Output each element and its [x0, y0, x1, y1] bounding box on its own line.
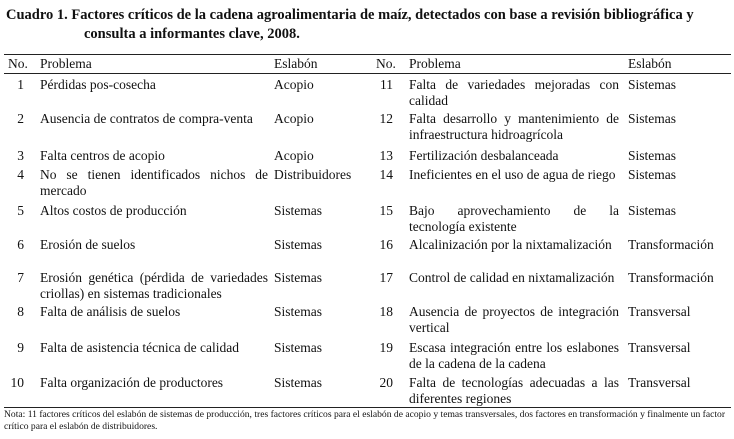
row-number: 17 [379, 270, 393, 285]
row-number: 11 [380, 77, 393, 92]
row-problema: Altos costos de producción [40, 203, 187, 218]
row-problema: Falta de variedades mejoradas con calidad [409, 77, 619, 108]
row-eslabon: Sistemas [274, 203, 323, 218]
row-number: 3 [17, 148, 24, 163]
row-number: 2 [17, 111, 24, 126]
row-problema: Bajo aprovechamiento de la tecnología existente [409, 203, 619, 234]
row-eslabon: Acopio [274, 77, 314, 92]
row-eslabon: Sistemas [628, 111, 677, 126]
row-number: 4 [17, 167, 24, 182]
row-problema: Ausencia de proyectos de integración vertical [409, 304, 619, 335]
row-number: 15 [379, 203, 393, 218]
row-problema: Falta de tecnologías adecuadas a las diferentes regiones [409, 375, 619, 406]
top-rule [4, 54, 731, 55]
row-eslabon: Sistemas [274, 304, 323, 319]
row-eslabon: Distribuidores [274, 167, 352, 182]
caption-line-2: consulta a informantes clave, 2008. [84, 26, 300, 42]
row-number: 13 [379, 148, 393, 163]
row-number: 9 [17, 340, 24, 355]
row-problema: Control de calidad en nixtamalización [409, 270, 615, 285]
row-eslabon: Sistemas [628, 148, 677, 163]
row-eslabon: Acopio [274, 111, 314, 126]
row-number: 1 [17, 77, 24, 92]
bottom-rule [4, 407, 731, 408]
header-no-left: No. [8, 56, 28, 71]
row-number: 19 [379, 340, 393, 355]
row-number: 16 [379, 237, 393, 252]
row-problema: No se tienen identificados nichos de mercado [40, 167, 268, 198]
header-problema-left: Problema [40, 56, 92, 71]
header-eslabon-right: Eslabón [628, 56, 672, 71]
row-number: 8 [17, 304, 24, 319]
row-number: 10 [10, 375, 24, 390]
table-note: Nota: 11 factores críticos del eslabón de sistemas de producción, tres factores críticos para el eslabón de acopio y temas transversales, dos factores en transformación y finalmente un factor crítico para el eslabón de distribuidores. [4, 409, 726, 432]
row-eslabon: Sistemas [274, 375, 323, 390]
caption-line-1: Cuadro 1. Factores críticos de la cadena agroalimentaria de maíz, detectados con base a revisión bibliográfica y [6, 7, 694, 23]
row-eslabon: Sistemas [274, 340, 323, 355]
header-problema-right: Problema [409, 56, 461, 71]
row-problema: Ineficientes en el uso de agua de riego [409, 167, 616, 182]
row-problema: Fertilización desbalanceada [409, 148, 559, 163]
row-number: 20 [379, 375, 393, 390]
row-number: 12 [379, 111, 393, 126]
row-eslabon: Sistemas [628, 203, 677, 218]
row-eslabon: Sistemas [274, 237, 323, 252]
table-caption [6, 6, 730, 44]
row-problema: Falta de asistencia técnica de calidad [40, 340, 240, 355]
row-eslabon: Transversal [628, 340, 691, 355]
row-eslabon: Transformación [628, 270, 714, 285]
header-rule [4, 73, 731, 74]
row-problema: Pérdidas pos-cosecha [40, 77, 156, 92]
row-eslabon: Transformación [628, 237, 714, 252]
row-number: 6 [17, 237, 24, 252]
row-problema: Erosión genética (pérdida de variedades criollas) en sistemas tradicionales [40, 270, 268, 301]
row-problema: Falta organización de productores [40, 375, 224, 390]
row-problema: Ausencia de contratos de compra-venta [40, 111, 253, 126]
row-number: 5 [17, 203, 24, 218]
row-eslabon: Sistemas [274, 270, 323, 285]
row-problema: Erosión de suelos [40, 237, 136, 252]
row-eslabon: Acopio [274, 148, 314, 163]
row-problema: Escasa integración entre los eslabones de la cadena de la cadena [409, 340, 619, 371]
row-eslabon: Transversal [628, 375, 691, 390]
row-eslabon: Sistemas [628, 167, 677, 182]
row-number: 7 [17, 270, 24, 285]
header-no-right: No. [376, 56, 396, 71]
row-eslabon: Transversal [628, 304, 691, 319]
row-eslabon: Sistemas [628, 77, 677, 92]
row-number: 18 [379, 304, 393, 319]
row-problema: Alcalinización por la nixtamalización [409, 237, 612, 252]
row-number: 14 [379, 167, 393, 182]
row-problema: Falta de análisis de suelos [40, 304, 181, 319]
row-problema: Falta centros de acopio [40, 148, 165, 163]
header-eslabon-left: Eslabón [274, 56, 318, 71]
row-problema: Falta desarrollo y mantenimiento de infraestructura hidroagrícola [409, 111, 619, 142]
